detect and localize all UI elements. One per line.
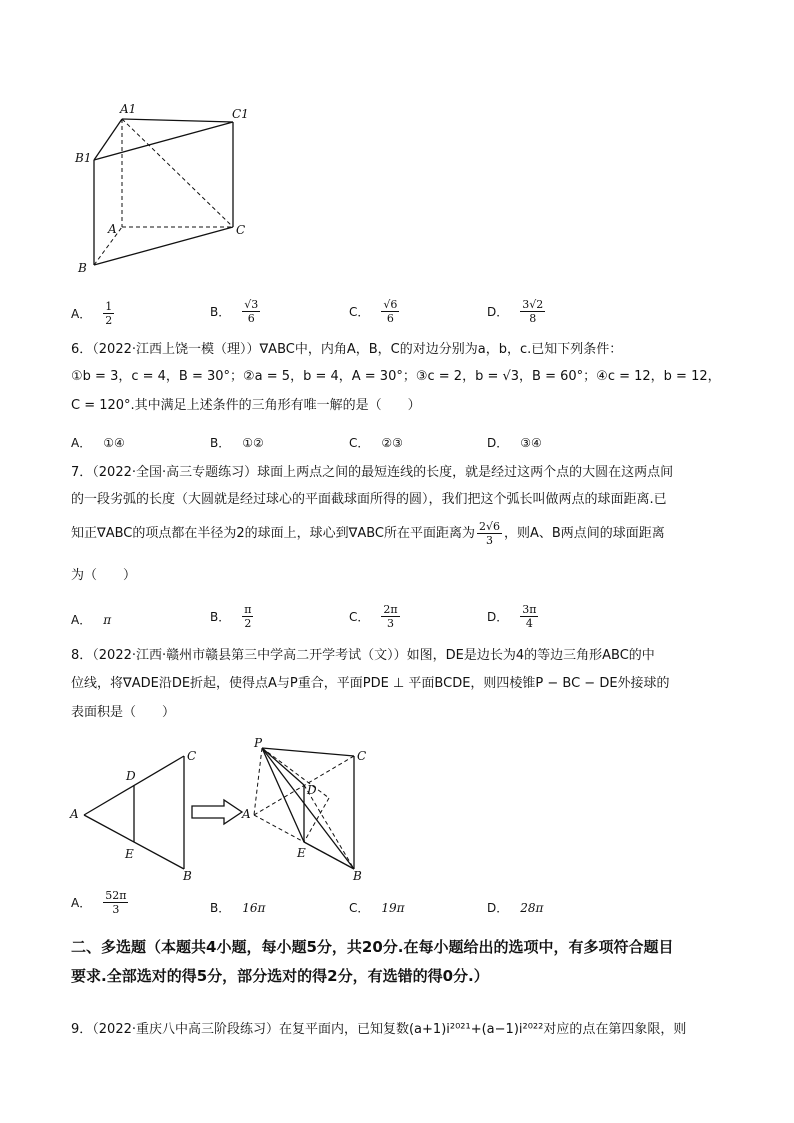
option-fraction: $\frac{√6}{6}$ — [383, 298, 398, 325]
q7-option-b[interactable]: B． $\frac{\pi}{2}$ — [210, 603, 252, 630]
q7-stem-line1: 7．（2022·全国·高三专题练习）球面上两点之间的最短连线的长度，就是经过这两个点的大圆在这两点间 — [71, 465, 674, 480]
q8-stem-line3: 表面积是（ ） — [71, 705, 176, 720]
q8-option-a[interactable]: A． $\frac{52\pi}{3}$ — [71, 889, 127, 916]
q8-stem-line1: 8．（2022·江西·赣州市赣县第三中学高二开学考试（文））如图，DE是边长为4的等边三角形ABC的中 — [71, 648, 655, 663]
right-edge-p-c — [262, 748, 354, 756]
q6-option-a[interactable]: A． ①④ — [71, 435, 125, 450]
label-c: C — [236, 223, 246, 237]
q8-option-d[interactable]: D． 28π — [487, 900, 544, 915]
q8-option-b[interactable]: B． 16π — [210, 900, 266, 915]
q5-option-d[interactable] — [487, 298, 545, 325]
option-fraction: $\frac{3√2}{8}$ — [522, 298, 544, 325]
option-label: A． — [71, 307, 92, 321]
right-hidden-d-b — [304, 785, 354, 869]
q6-stem-line3: C = 120°.其中满足上述条件的三角形有唯一解的是（ ） — [71, 398, 421, 413]
right-hidden-p-mid — [262, 748, 329, 798]
right-label-p: P — [254, 738, 263, 750]
q6-option-b[interactable]: B． ①② — [210, 435, 264, 450]
left-label-d: D — [126, 769, 136, 783]
q7-stem-line3: 知正∇ABC的项点都在半径为2的球面上，球心到∇ABC所在平面距离为 $\frac{2√6}{3}$ ，则A、B两点间的球面距离 — [71, 520, 665, 547]
left-label-b: B — [183, 869, 192, 883]
section-heading-line1: 二、多选题（本题共4小题，每小题5分，共20分.在每小题给出的选项中，有多项符合题目 — [71, 938, 674, 956]
left-label-a: A — [70, 807, 79, 821]
option-label: C． — [349, 305, 370, 319]
option-fraction: $\frac{1}{2}$ — [105, 300, 113, 327]
right-label-d: D — [307, 783, 317, 797]
label-a1: A1 — [120, 102, 137, 116]
q8-option-c[interactable]: C． 19π — [349, 900, 405, 915]
fold-arrow-icon — [192, 800, 242, 824]
right-edge-p-b — [262, 748, 354, 869]
q9-stem-line1: 9．（2022·重庆八中高三阶段练习）在复平面内，已知复数(a+1)i²⁰²¹+(a−1)i²⁰²²对应的点在第四象限，则 — [71, 1022, 687, 1037]
q8-stem-line2: 位线，将∇ADE沿DE折起，使得点A与P重合，平面PDE ⊥ 平面BCDE，则四棱锥P − BC − DE外接球的 — [71, 676, 670, 691]
section-heading-line2: 要求.全部选对的得5分，部分选对的得2分，有选错的得0分.） — [71, 967, 489, 985]
q5-option-b[interactable] — [210, 298, 260, 325]
q6-option-d[interactable]: D． ③④ — [487, 435, 542, 450]
q7-stem-line2: 的一段劣弧的长度（大圆就是经过球心的平面截球面所得的圆），我们把这个弧长叫做两点的球面距离.已 — [71, 492, 667, 507]
right-edge-p-d — [262, 748, 304, 785]
left-label-c: C — [187, 749, 197, 763]
edge-a1-c-hidden — [122, 119, 233, 227]
right-hidden-p-a — [254, 748, 262, 815]
label-b: B — [78, 261, 87, 275]
option-label: B． — [210, 305, 231, 319]
left-label-e: E — [125, 847, 134, 861]
option-fraction: $\frac{√3}{6}$ — [244, 298, 259, 325]
q6-option-c[interactable]: C． ②③ — [349, 435, 403, 450]
right-label-e: E — [297, 846, 306, 860]
option-label: D． — [487, 305, 509, 319]
q5-option-c[interactable] — [349, 298, 399, 325]
distance-fraction: $\frac{2√6}{3}$ — [478, 520, 500, 547]
q7-option-d[interactable]: D． $\frac{3\pi}{4}$ — [487, 603, 537, 630]
label-a: A — [108, 222, 117, 236]
q6-stem-line2: ①b = 3，c = 4，B = 30°；②a = 5，b = 4，A = 30°；③c = 2，b = √3，B = 60°；④c = 12，b = 12， — [71, 369, 721, 384]
edge-a1-c1 — [122, 119, 233, 122]
q7-option-c[interactable]: C． $\frac{2\pi}{3}$ — [349, 603, 398, 630]
right-label-a: A — [242, 807, 251, 821]
q7-stem-line4: 为（ ） — [71, 568, 137, 583]
right-label-c: C — [357, 749, 367, 763]
q5-option-a[interactable] — [71, 300, 114, 327]
q7-option-a[interactable]: A． π — [71, 612, 112, 627]
right-label-b: B — [353, 869, 362, 883]
label-c1: C1 — [232, 107, 249, 121]
label-b1: B1 — [75, 151, 92, 165]
prism-figure — [70, 100, 260, 280]
folding-figure — [66, 738, 386, 888]
edge-b1-c1 — [94, 122, 233, 160]
q6-stem-line1: 6．（2022·江西上饶一模（理））∇ABC中，内角A，B，C的对边分别为a，b，c.已知下列条件： — [71, 342, 623, 357]
